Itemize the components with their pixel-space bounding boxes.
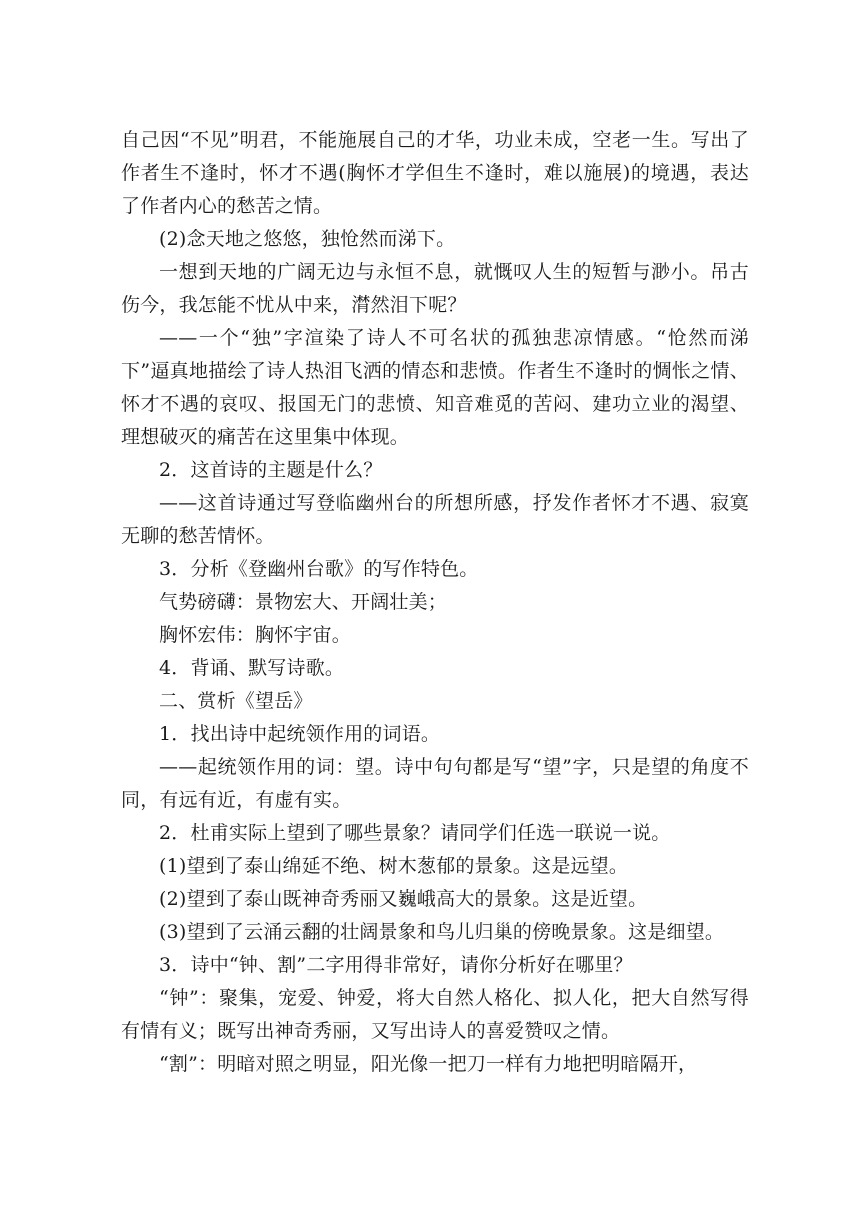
paragraph: ——起统领作用的词：望。诗中句句都是写“望”字，只是望的角度不同，有远有近，有虚有实。: [121, 756, 749, 811]
paragraph: ——这首诗通过写登临幽州台的所想所感，抒发作者怀才不遇、寂寞无聊的愁苦情怀。: [121, 492, 749, 547]
paragraph: 一想到天地的广阔无边与永恒不息，就慨叹人生的短暂与渺小。吊古伤今，我怎能不忧从中来，潸然泪下呢？: [121, 261, 749, 316]
paragraph: 自己因“不见”明君，不能施展自己的才华，功业未成，空老一生。写出了作者生不逢时，怀才不遇(胸怀才学但生不逢时，难以施展)的境遇，表达了作者内心的愁苦之情。: [121, 129, 749, 217]
section-heading: 二、赏析《望岳》: [159, 690, 313, 712]
question-heading: 2．杜甫实际上望到了哪些景象？请同学们任选一联说一说。: [159, 822, 671, 844]
paragraph: ——一个“独”字渲染了诗人不可名状的孤独悲凉情感。“怆然而涕下”逼真地描绘了诗人热泪飞洒的情态和悲愤。作者生不逢时的惆怅之情、怀才不遇的哀叹、报国无门的悲愤、知音难觅的苦闷、建功立业的渴望、理想破灭的痛苦在这里集中体现。: [121, 327, 749, 448]
question-heading: 4．背诵、默写诗歌。: [159, 657, 345, 679]
question-heading: 3．分析《登幽州台歌》的写作特色。: [159, 558, 479, 580]
document-body: [121, 124, 749, 1081]
question-heading: 2．这首诗的主题是什么？: [159, 459, 383, 481]
list-item: (2)望到了泰山既神奇秀丽又巍峨高大的景象。这是近望。: [159, 888, 648, 910]
paragraph: 胸怀宏伟：胸怀宇宙。: [159, 624, 352, 646]
paragraph: “割”：明暗对照之明显，阳光像一把刀一样有力地把明暗隔开，: [159, 1053, 698, 1075]
list-item: (3)望到了云涌云翻的壮阔景象和鸟儿归巢的傍晚景象。这是细望。: [159, 921, 725, 943]
paragraph: “钟”：聚集，宠爱、钟爱，将大自然人格化、拟人化，把大自然写得有情有义；既写出神奇秀丽，又写出诗人的喜爱赞叹之情。: [121, 987, 749, 1042]
paragraph: (2)念天地之悠悠，独怆然而涕下。: [159, 228, 456, 250]
list-item: (1)望到了泰山绵延不绝、树木葱郁的景象。这是远望。: [159, 855, 629, 877]
question-heading: 3．诗中“钟、割”二字用得非常好，请你分析好在哪里？: [159, 954, 633, 976]
question-heading: 1．找出诗中起统领作用的词语。: [159, 723, 441, 745]
paragraph: 气势磅礴：景物宏大、开阔壮美；: [159, 591, 448, 613]
